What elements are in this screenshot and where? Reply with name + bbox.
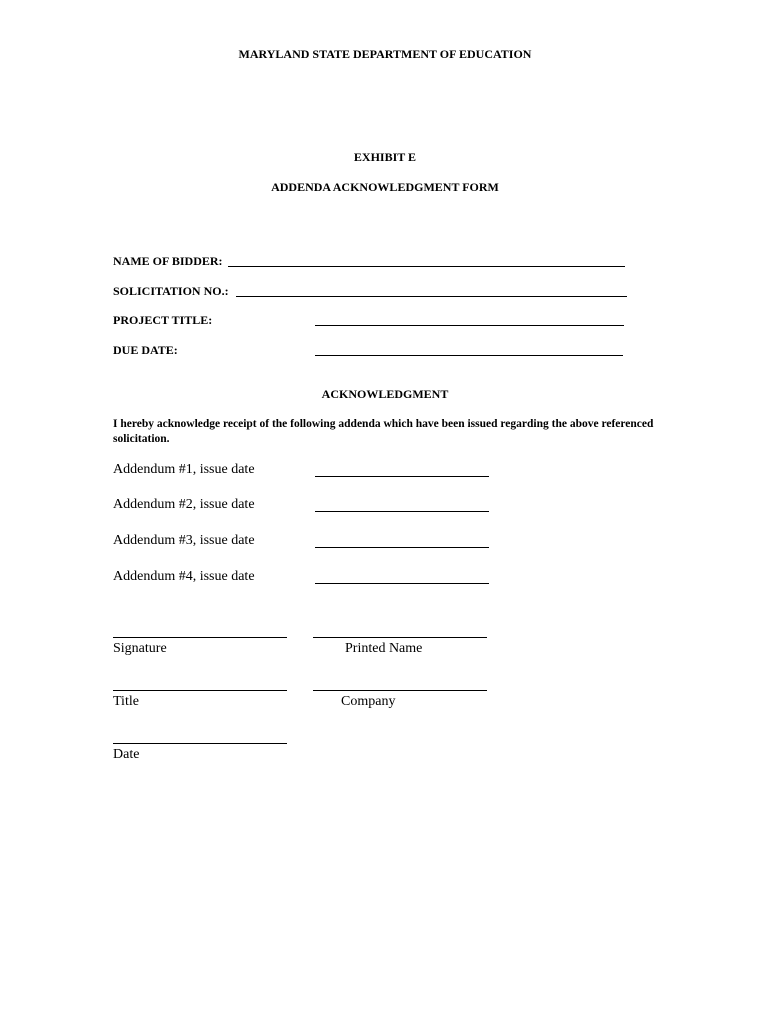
title-label: Title bbox=[113, 694, 139, 709]
solicitation-no-line[interactable] bbox=[236, 296, 627, 297]
date-label: Date bbox=[113, 747, 140, 762]
acknowledgment-text: I hereby acknowledge receipt of the following addenda which have been issued regarding the above referenced solicitation. bbox=[113, 418, 654, 445]
project-title-line[interactable] bbox=[315, 325, 624, 326]
company-line[interactable] bbox=[313, 690, 487, 691]
solicitation-no-label: SOLICITATION NO.: bbox=[113, 284, 229, 298]
due-date-label: DUE DATE: bbox=[113, 343, 178, 357]
name-of-bidder-line[interactable] bbox=[228, 266, 625, 267]
addendum-2-label: Addendum #2, issue date bbox=[113, 497, 255, 512]
form-title: ADDENDA ACKNOWLEDGMENT FORM bbox=[271, 180, 499, 194]
addendum-2-date-line[interactable] bbox=[315, 511, 489, 512]
addendum-4-date-line[interactable] bbox=[315, 583, 489, 584]
addendum-3-label: Addendum #3, issue date bbox=[113, 533, 255, 548]
exhibit-heading: EXHIBIT E bbox=[353, 150, 417, 164]
acknowledgment-heading: ACKNOWLEDGMENT bbox=[321, 387, 449, 401]
signature-label: Signature bbox=[113, 641, 167, 656]
addendum-4-label: Addendum #4, issue date bbox=[113, 569, 255, 584]
name-of-bidder-label: NAME OF BIDDER: bbox=[113, 254, 223, 268]
printed-name-label: Printed Name bbox=[345, 641, 423, 656]
addendum-3-date-line[interactable] bbox=[315, 547, 489, 548]
printed-name-line[interactable] bbox=[313, 637, 487, 638]
agency-heading: MARYLAND STATE DEPARTMENT OF EDUCATION bbox=[238, 47, 532, 61]
project-title-label: PROJECT TITLE: bbox=[113, 313, 213, 327]
addendum-1-date-line[interactable] bbox=[315, 476, 489, 477]
company-label: Company bbox=[341, 694, 396, 709]
addendum-1-label: Addendum #1, issue date bbox=[113, 462, 255, 477]
signature-line[interactable] bbox=[113, 637, 287, 638]
date-line[interactable] bbox=[113, 743, 287, 744]
title-line[interactable] bbox=[113, 690, 287, 691]
due-date-line[interactable] bbox=[315, 355, 623, 356]
